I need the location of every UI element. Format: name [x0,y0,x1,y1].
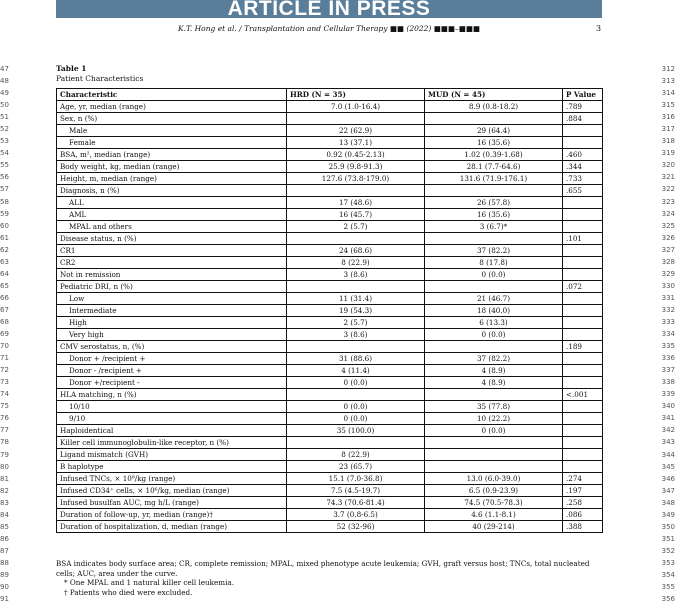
row-p-value [563,221,603,233]
table-notes [56,559,602,597]
running-head: K.T. Hong et al. / Transplantation and Cellular Therapy ■■ (2022) ■■■–■■■ [177,24,480,33]
table-title: Patient Characteristics [56,74,144,83]
line-number: 61 [0,233,9,242]
row-p-value [563,269,603,281]
row-hrd-value: 4 (11.4) [287,365,425,377]
line-number: 51 [0,113,9,122]
row-hrd-value [287,233,425,245]
row-mud-value: 26 (57.8) [425,197,563,209]
article-in-press-banner: ARTICLE IN PRESS [56,0,602,18]
row-hrd-value [287,185,425,197]
row-label: Ligand mismatch (GVH) [57,449,287,461]
line-number: 312 [661,65,675,73]
row-label: 10/10 [57,401,287,413]
row-mud-value: 4 (8.9) [425,365,563,377]
row-label: Body weight, kg, median (range) [57,161,287,173]
line-number: 329 [661,269,675,278]
line-number: 79 [0,450,9,459]
line-number: 74 [0,390,9,399]
row-mud-value: 16 (35.6) [425,137,563,149]
line-number: 50 [0,101,9,110]
table-row [57,209,603,221]
header-hrd: HRD (N = 35) [287,89,425,101]
row-p-value: .655 [563,185,603,197]
row-mud-value: 3 (6.7)* [425,221,563,233]
header-pvalue: P Value [563,89,603,101]
line-number: 315 [661,101,675,110]
line-number: 65 [0,281,9,290]
row-p-value: .274 [563,473,603,485]
line-number: 47 [0,65,9,73]
line-number: 352 [661,546,675,555]
row-mud-value [425,233,563,245]
row-mud-value: 10 (22.2) [425,413,563,425]
row-mud-value: 28.1 (7.7-64.6) [425,161,563,173]
line-number: 314 [661,89,675,98]
table-header-row [57,89,603,101]
table-row [57,353,603,365]
row-mud-value [425,437,563,449]
line-number: 353 [661,558,675,567]
row-p-value: <.001 [563,389,603,401]
row-mud-value: 8 (17.8) [425,257,563,269]
row-p-value: .789 [563,101,603,113]
row-label: 9/10 [57,413,287,425]
line-number: 75 [0,402,9,411]
line-number: 334 [661,330,675,339]
row-hrd-value: 17 (48.6) [287,197,425,209]
table-row [57,125,603,137]
table-body [57,101,603,533]
line-number: 78 [0,438,9,447]
row-label: Killer cell immunoglobulin-like receptor, n (%) [57,437,287,449]
row-label: HLA matching, n (%) [57,389,287,401]
line-number: 81 [0,474,9,483]
row-mud-value: 8.9 (0.8-18.2) [425,101,563,113]
line-number: 332 [661,305,675,314]
table-row [57,401,603,413]
table-row [57,521,603,533]
row-hrd-value: 8 (22.9) [287,449,425,461]
line-number: 342 [661,426,675,435]
table-row [57,137,603,149]
row-p-value [563,413,603,425]
row-hrd-value: 24 (68.6) [287,245,425,257]
row-mud-value: 1.02 (0.39-1.68) [425,149,563,161]
table-row [57,221,603,233]
line-number: 335 [661,342,675,351]
row-mud-value [425,341,563,353]
table-row [57,257,603,269]
header-characteristic: Characteristic [57,89,287,101]
row-p-value [563,137,603,149]
table-row [57,377,603,389]
row-hrd-value: 19 (54.3) [287,305,425,317]
line-number: 64 [0,269,9,278]
line-number: 85 [0,522,9,531]
line-number: 338 [661,378,675,387]
row-label: Duration of hospitalization, d, median (range) [57,521,287,533]
line-number: 52 [0,125,9,134]
row-mud-value: 4.6 (1.1-8.1) [425,509,563,521]
line-number: 62 [0,245,9,254]
row-hrd-value: 3.7 (0.8-6.5) [287,509,425,521]
line-number: 90 [0,583,9,592]
line-number: 328 [661,257,675,266]
row-mud-value: 40 (29-214) [425,521,563,533]
row-mud-value [425,113,563,125]
row-mud-value: 29 (64.4) [425,125,563,137]
row-hrd-value: 31 (88.6) [287,353,425,365]
line-number: 58 [0,197,9,206]
row-hrd-value: 8 (22.9) [287,257,425,269]
table-row [57,185,603,197]
row-p-value [563,401,603,413]
row-hrd-value: 0 (0.0) [287,377,425,389]
row-label: Donor +/recipient - [57,377,287,389]
row-mud-value [425,281,563,293]
row-label: BSA, m², median (range) [57,149,287,161]
line-number: 83 [0,498,9,507]
row-label: AML [57,209,287,221]
row-mud-value: 18 (40.0) [425,305,563,317]
table-row [57,233,603,245]
line-number: 60 [0,221,9,230]
row-label: CR1 [57,245,287,257]
line-number: 69 [0,330,9,339]
line-number: 73 [0,378,9,387]
table-row [57,425,603,437]
line-number: 346 [661,474,675,483]
row-p-value: .344 [563,161,603,173]
row-p-value [563,377,603,389]
row-label: Intermediate [57,305,287,317]
row-hrd-value: 52 (32-96) [287,521,425,533]
table-row [57,101,603,113]
row-hrd-value [287,437,425,449]
row-mud-value: 6.5 (0.9-23.9) [425,485,563,497]
row-p-value: .101 [563,233,603,245]
row-mud-value: 74.5 (70.5-78.3) [425,497,563,509]
row-hrd-value: 127.6 (73.8-179.0) [287,173,425,185]
row-p-value: .460 [563,149,603,161]
line-number: 333 [661,317,675,326]
row-hrd-value: 22 (62.9) [287,125,425,137]
row-hrd-value: 2 (5.7) [287,221,425,233]
line-number: 82 [0,486,9,495]
row-hrd-value: 11 (31.4) [287,293,425,305]
row-p-value [563,365,603,377]
line-number: 345 [661,462,675,471]
row-mud-value [425,449,563,461]
line-number: 323 [661,197,675,206]
row-mud-value: 4 (8.9) [425,377,563,389]
line-number: 350 [661,522,675,531]
line-number: 320 [661,161,675,170]
line-number: 91 [0,595,9,604]
row-p-value: .086 [563,509,603,521]
row-label: Age, yr, median (range) [57,101,287,113]
row-p-value [563,317,603,329]
line-number: 341 [661,414,675,423]
line-number: 317 [661,125,675,134]
row-hrd-value: 7.0 (1.0-16.4) [287,101,425,113]
row-label: MPAL and others [57,221,287,233]
row-p-value: .388 [563,521,603,533]
row-hrd-value [287,389,425,401]
line-number: 86 [0,534,9,543]
row-hrd-value: 0 (0.0) [287,413,425,425]
table-row [57,437,603,449]
row-mud-value [425,389,563,401]
table-row [57,473,603,485]
table-row [57,245,603,257]
row-label: B haplotype [57,461,287,473]
row-mud-value: 21 (46.7) [425,293,563,305]
row-hrd-value [287,281,425,293]
line-number: 325 [661,221,675,230]
line-number: 57 [0,185,9,194]
row-p-value [563,209,603,221]
line-number: 318 [661,137,675,146]
row-hrd-value: 25.9 (9.8-91.3) [287,161,425,173]
line-number: 80 [0,462,9,471]
page-number: 3 [596,24,602,33]
line-number: 87 [0,546,9,555]
row-p-value [563,461,603,473]
line-number: 331 [661,293,675,302]
line-number: 354 [661,570,675,579]
line-number: 316 [661,113,675,122]
line-number: 344 [661,450,675,459]
line-number: 313 [661,77,675,86]
row-label: Sex, n (%) [57,113,287,125]
row-p-value [563,125,603,137]
line-number: 347 [661,486,675,495]
row-label: Donor + /recipient + [57,353,287,365]
line-number: 55 [0,161,9,170]
line-number: 324 [661,209,675,218]
line-number: 76 [0,414,9,423]
row-p-value [563,425,603,437]
row-p-value: .884 [563,113,603,125]
row-hrd-value: 0 (0.0) [287,401,425,413]
table-row [57,485,603,497]
row-p-value: .733 [563,173,603,185]
row-p-value: .189 [563,341,603,353]
row-mud-value: 0 (0.0) [425,329,563,341]
table-row [57,269,603,281]
table-row [57,461,603,473]
row-p-value [563,353,603,365]
row-p-value: .072 [563,281,603,293]
row-p-value [563,329,603,341]
row-label: ALL [57,197,287,209]
row-label: Height, m, median (range) [57,173,287,185]
line-number: 88 [0,558,9,567]
table-row [57,149,603,161]
line-number: 59 [0,209,9,218]
line-number: 349 [661,510,675,519]
row-label: Disease status, n (%) [57,233,287,245]
row-hrd-value: 2 (5.7) [287,317,425,329]
line-number: 48 [0,77,9,86]
row-hrd-value: 15.1 (7.0-36.8) [287,473,425,485]
row-mud-value [425,185,563,197]
header-mud: MUD (N = 45) [425,89,563,101]
row-p-value [563,197,603,209]
line-number: 67 [0,305,9,314]
line-number: 63 [0,257,9,266]
table-row [57,329,603,341]
row-mud-value: 0 (0.0) [425,269,563,281]
line-number: 53 [0,137,9,146]
line-numbers-right [657,63,675,605]
row-label: Male [57,125,287,137]
row-mud-value: 16 (35.6) [425,209,563,221]
line-number: 343 [661,438,675,447]
row-mud-value: 37 (82.2) [425,245,563,257]
line-number: 356 [661,595,675,604]
row-p-value [563,293,603,305]
table-row [57,317,603,329]
table-row [57,389,603,401]
table-row [57,341,603,353]
line-number: 66 [0,293,9,302]
row-label: Haploidentical [57,425,287,437]
table-row [57,113,603,125]
line-number: 339 [661,390,675,399]
line-numbers-left [0,63,18,605]
row-mud-value [425,461,563,473]
table-label: Table 1 [56,64,87,73]
line-number: 326 [661,233,675,242]
line-number: 348 [661,498,675,507]
footnote-2: † Patients who died were excluded. [64,587,193,597]
row-label: Donor - /recipient + [57,365,287,377]
row-mud-value: 6 (13.3) [425,317,563,329]
row-label: CR2 [57,257,287,269]
row-hrd-value: 7.5 (4.5-19.7) [287,485,425,497]
row-p-value [563,449,603,461]
table-row [57,173,603,185]
row-p-value: .258 [563,497,603,509]
row-hrd-value: 3 (8.6) [287,329,425,341]
table-row [57,305,603,317]
line-number: 336 [661,354,675,363]
row-label: Not in remission [57,269,287,281]
row-label: CMV serostatus, n, (%) [57,341,287,353]
table-caption [56,64,143,84]
line-number: 89 [0,570,9,579]
row-mud-value: 13.0 (6.0-39.0) [425,473,563,485]
table-row [57,161,603,173]
row-label: High [57,317,287,329]
line-number: 49 [0,89,9,98]
row-hrd-value [287,341,425,353]
row-label: Duration of follow-up, yr, median (range)† [57,509,287,521]
footnote-1: * One MPAL and 1 natural killer cell leukemia. [64,578,234,587]
line-number: 54 [0,149,9,158]
row-hrd-value: 3 (8.6) [287,269,425,281]
line-number: 351 [661,534,675,543]
row-hrd-value: 35 (100.0) [287,425,425,437]
row-p-value [563,437,603,449]
line-number: 319 [661,149,675,158]
table-row [57,497,603,509]
line-number: 340 [661,402,675,411]
line-number: 56 [0,173,9,182]
row-label: Very high [57,329,287,341]
line-number: 321 [661,173,675,182]
line-number: 71 [0,354,9,363]
abbreviations-note: BSA indicates body surface area; CR, complete remission; MPAL, mixed phenotype acute leukemia; GVH, graft versus host; TNCs, total nucleated cells; AUC, area under the curve. [56,559,590,578]
line-number: 330 [661,281,675,290]
row-hrd-value: 23 (65.7) [287,461,425,473]
row-p-value [563,257,603,269]
row-label: Diagnosis, n (%) [57,185,287,197]
row-label: Pediatric DRI, n (%) [57,281,287,293]
row-label: Infused busulfan AUC, mg h/L (range) [57,497,287,509]
table-row [57,449,603,461]
row-hrd-value: 16 (45.7) [287,209,425,221]
table-row [57,413,603,425]
row-p-value: .197 [563,485,603,497]
line-number: 68 [0,317,9,326]
line-number: 327 [661,245,675,254]
row-hrd-value [287,113,425,125]
line-number: 70 [0,342,9,351]
row-mud-value: 0 (0.0) [425,425,563,437]
line-number: 84 [0,510,9,519]
table-row [57,365,603,377]
table-row [57,197,603,209]
row-hrd-value: 0.92 (0.45-2.13) [287,149,425,161]
line-number: 77 [0,426,9,435]
row-label: Female [57,137,287,149]
patient-characteristics-table [56,88,603,533]
row-mud-value: 131.6 (71.9-176.1) [425,173,563,185]
table-row [57,281,603,293]
row-label: Infused CD34⁺ cells, × 10⁶/kg, median (range) [57,485,287,497]
row-mud-value: 35 (77.8) [425,401,563,413]
line-number: 337 [661,366,675,375]
line-number: 72 [0,366,9,375]
row-p-value [563,305,603,317]
row-label: Infused TNCs, × 10⁸/kg (range) [57,473,287,485]
row-mud-value: 37 (82.2) [425,353,563,365]
table-row [57,293,603,305]
row-label: Low [57,293,287,305]
row-hrd-value: 74.3 (70.6-81.4) [287,497,425,509]
line-number: 322 [661,185,675,194]
line-number: 355 [661,583,675,592]
row-p-value [563,245,603,257]
row-hrd-value: 13 (37.1) [287,137,425,149]
table-row [57,509,603,521]
